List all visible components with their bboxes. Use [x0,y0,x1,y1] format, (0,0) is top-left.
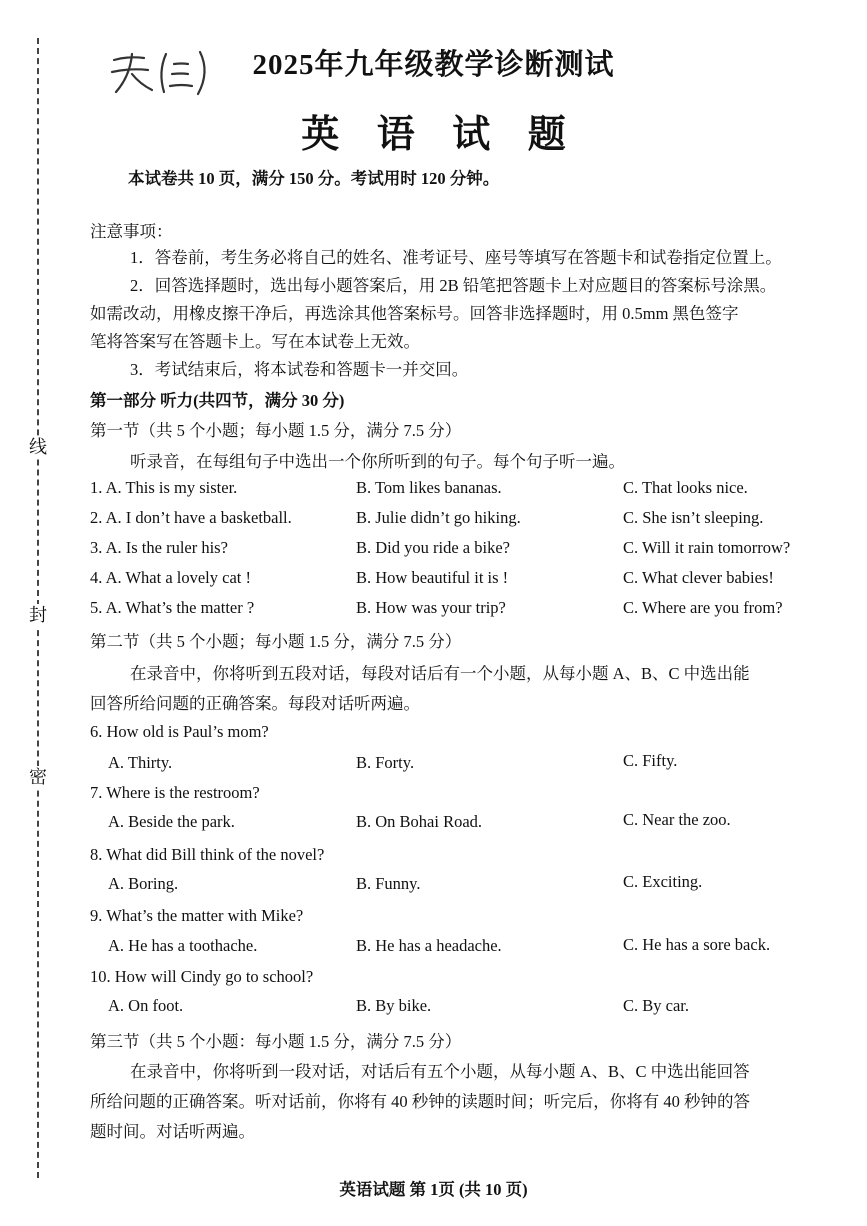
notice-item-2-line-3: 笔将答案写在答题卡上。写在本试卷上无效。 [90,332,420,351]
q9-option-a: A. He has a toothache. [108,936,258,955]
q8-option-a: A. Boring. [108,874,179,893]
q6-option-c: C. Fifty. [623,751,678,770]
section3-instruction-line-2: 所给问题的正确答案。听对话前，你将有 40 秒钟的读题时间；听完后，你将有 40 秒钟的答 [90,1092,750,1111]
q4-option-b: B. How beautiful it is ! [356,568,509,587]
q7-option-c: C. Near the zoo. [623,810,731,829]
notice-item-2-line-2: 如需改动，用橡皮擦干净后，再选涂其他答案标号。回答非选择题时，用 0.5mm 黑色签字 [90,304,739,323]
q8-question: 8. What did Bill think of the novel? [90,845,325,864]
q7-question: 7. Where is the restroom? [90,783,260,802]
q10-option-a: A. On foot. [108,996,184,1015]
page-footer: 英语试题 第 1页 (共 10 页) [339,1180,528,1199]
q6-option-a: A. Thirty. [108,753,173,772]
margin-char-feng: 封 [29,605,47,625]
q4-option-c: C. What clever babies! [623,568,774,587]
section2-instruction-line-2: 回答所给问题的正确答案。每段对话听两遍。 [90,694,420,713]
notice-item-2-line-1: 2．回答选择题时，选出每小题答案后，用 2B 铅笔把答题卡上对应题目的答案标号涂黑。 [130,276,777,295]
section3-instruction-line-1: 在录音中，你将听到一段对话，对话后有五个小题，从每小题 A、B、C 中选出能回答 [130,1062,750,1081]
q1-option-a: 1. A. This is my sister. [90,478,238,497]
q2-option-a: 2. A. I don’t have a basketball. [90,508,292,527]
margin-char-xian: 线 [29,437,47,457]
q7-option-a: A. Beside the park. [108,812,235,831]
q2-option-c: C. She isn’t sleeping. [623,508,764,527]
exam-title: 2025年九年级教学诊断测试 [252,49,615,81]
exam-info: 本试卷共 10 页，满分 150 分。考试用时 120 分钟。 [128,169,500,188]
q9-option-c: C. He has a sore back. [623,935,771,954]
q5-option-a: 5. A. What’s the matter ? [90,598,255,617]
q6-option-b: B. Forty. [356,753,415,772]
q5-option-c: C. Where are you from? [623,598,783,617]
section1-instruction: 听录音，在每组句子中选出一个你所听到的句子。每个句子听一遍。 [130,452,625,471]
q9-option-b: B. He has a headache. [356,936,502,955]
q3-option-a: 3. A. Is the ruler his? [90,538,228,557]
section3-heading: 第三节（共 5 个小题：每小题 1.5 分，满分 7.5 分） [90,1032,462,1051]
section2-heading: 第二节（共 5 个小题；每小题 1.5 分，满分 7.5 分） [90,632,462,651]
q3-option-b: B. Did you ride a bike? [356,538,510,557]
section2-instruction-line-1: 在录音中，你将听到五段对话，每段对话后有一个小题，从每小题 A、B、C 中选出能 [130,664,750,683]
q10-option-c: C. By car. [623,996,689,1015]
part1-heading: 第一部分 听力(共四节，满分 30 分) [90,391,345,410]
q2-option-b: B. Julie didn’t go hiking. [356,508,521,527]
q10-question: 10. How will Cindy go to school? [90,967,314,986]
q10-option-b: B. By bike. [356,996,432,1015]
margin-char-mi: 密 [29,767,47,787]
q1-option-c: C. That looks nice. [623,478,748,497]
q3-option-c: C. Will it rain tomorrow? [623,538,791,557]
subject-title: 英 语 试 题 [301,114,580,156]
q5-option-b: B. How was your trip? [356,598,506,617]
q9-question: 9. What’s the matter with Mike? [90,906,304,925]
notice-item-3: 3．考试结束后，将本试卷和答题卡一并交回。 [130,360,469,379]
section3-instruction-line-3: 题时间。对话听两遍。 [90,1122,255,1141]
q1-option-b: B. Tom likes bananas. [356,478,502,497]
notice-heading: 注意事项： [90,222,173,241]
q8-option-c: C. Exciting. [623,872,703,891]
q6-question: 6. How old is Paul’s mom? [90,722,269,741]
notice-item-1: 1．答卷前，考生务必将自己的姓名、准考证号、座号等填写在答题卡和试卷指定位置上。 [130,248,782,267]
section1-heading: 第一节（共 5 个小题；每小题 1.5 分，满分 7.5 分） [90,421,462,440]
q7-option-b: B. On Bohai Road. [356,812,483,831]
q4-option-a: 4. A. What a lovely cat ! [90,568,251,587]
q8-option-b: B. Funny. [356,874,421,893]
